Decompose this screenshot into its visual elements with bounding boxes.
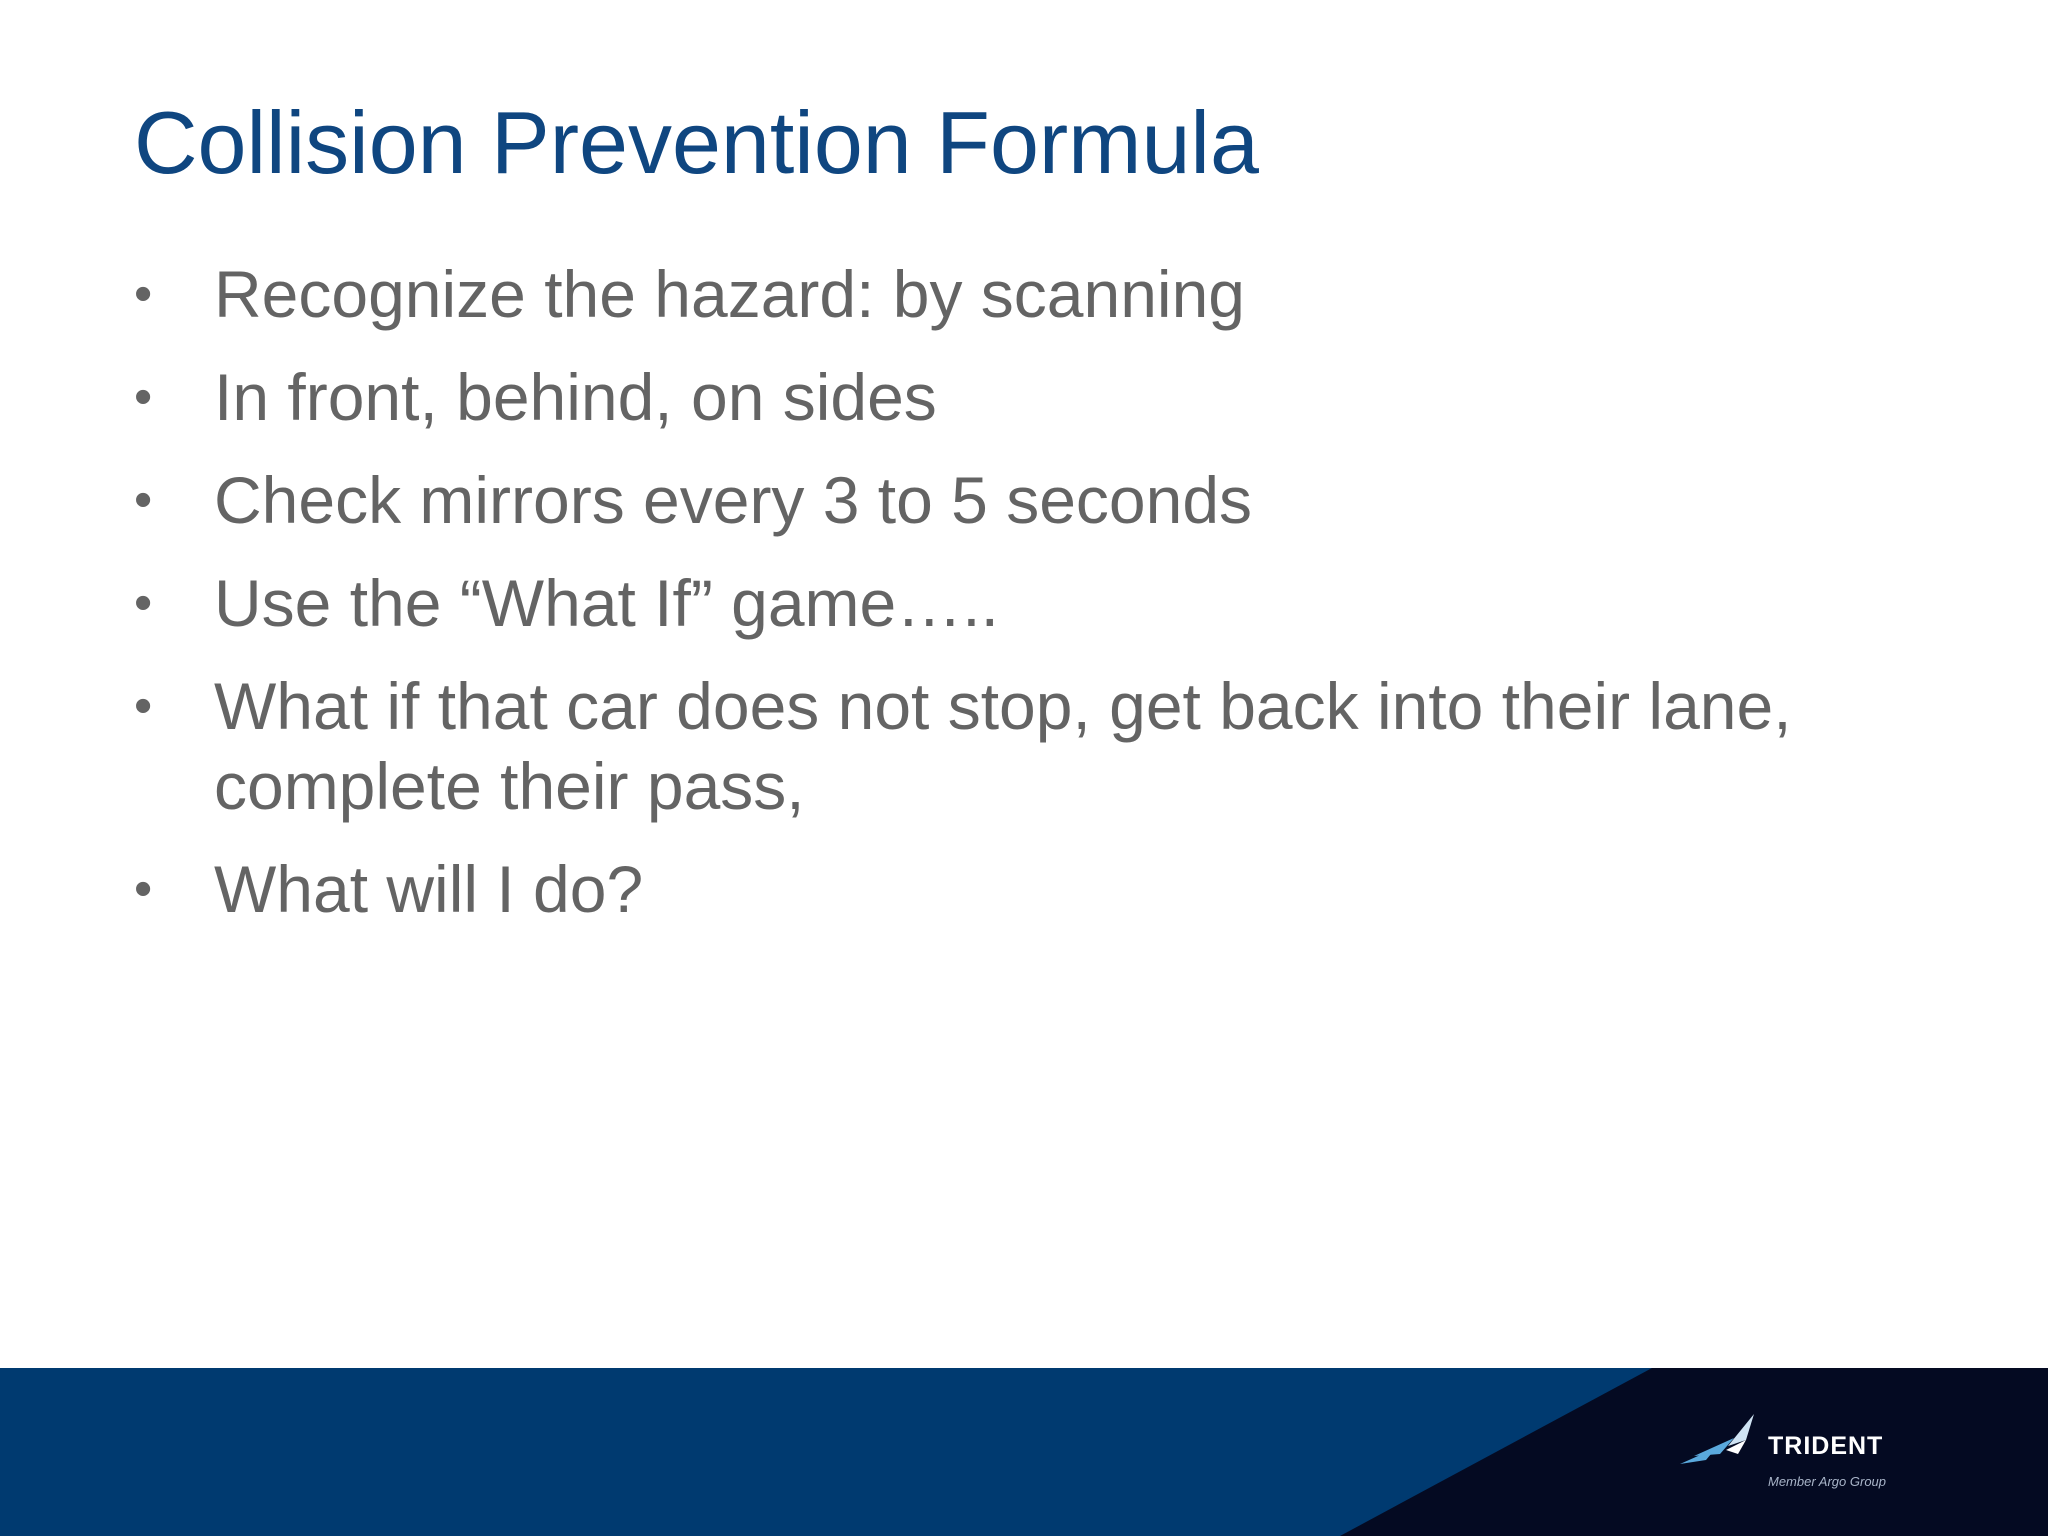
bullet-marker: • [134,574,153,632]
bullet-item [134,666,1834,826]
logo-tagline: Member Argo Group [1768,1474,1887,1489]
bullet-item [134,254,1834,334]
bullet-text: In front, behind, on sides [214,360,937,434]
logo-wordmark: TRIDENT [1768,1432,1884,1460]
bullet-list [134,254,1834,952]
bullet-item [134,849,1834,929]
bullet-marker: • [134,265,153,323]
trident-swoosh-icon [1676,1410,1766,1480]
bullet-text: Recognize the hazard: by scanning [214,257,1245,331]
bullet-text: Use the “What If” game….. [214,566,999,640]
slide-title: Collision Prevention Formula [134,93,1259,192]
bullet-item [134,563,1834,643]
bullet-item [134,357,1834,437]
trident-logo [1676,1410,1916,1510]
bullet-marker: • [134,677,153,735]
bullet-marker: • [134,860,153,918]
bullet-text: What will I do? [214,852,644,926]
bullet-text: Check mirrors every 3 to 5 seconds [214,463,1253,537]
bullet-text: What if that car does not stop, get back into their lane, complete their pass, [214,669,1792,823]
bullet-marker: • [134,471,153,529]
bullet-item [134,460,1834,540]
bullet-marker: • [134,368,153,426]
